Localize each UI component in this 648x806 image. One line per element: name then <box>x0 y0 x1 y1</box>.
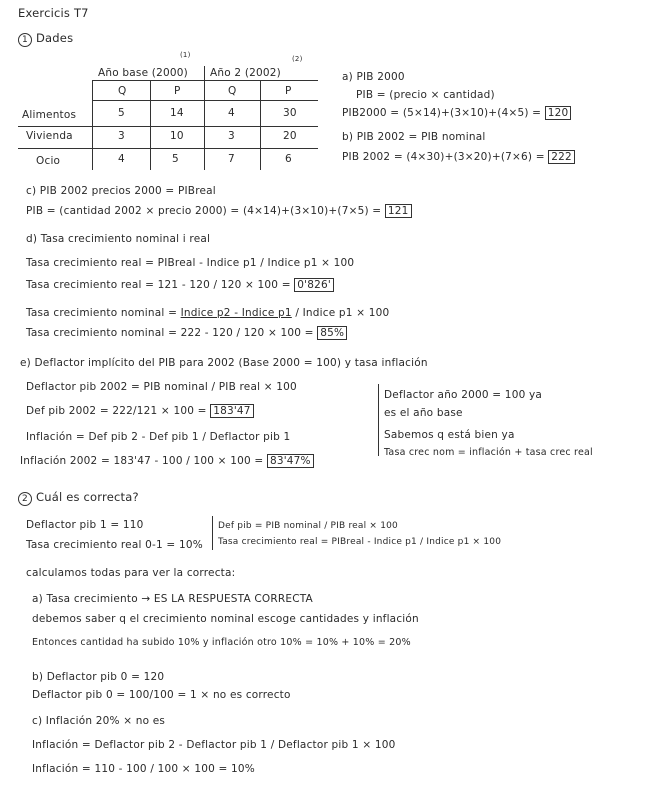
part-d-real-calc-text: Tasa crecimiento real = 121 - 120 / 120 × 100 = <box>26 279 291 291</box>
question-1-label: Dades <box>36 31 74 45</box>
part-e-calc-result: 183'47 <box>210 404 254 418</box>
cell: 4 <box>118 153 125 165</box>
year-header-base: Año base (2000) <box>98 67 188 79</box>
col-header-q-2: Q <box>228 85 237 97</box>
col-header-p-base: P <box>174 85 181 97</box>
question-2-number: 2 <box>18 492 32 506</box>
note-line-4: Tasa crec nom = inflación + tasa crec real <box>384 447 593 458</box>
q2-c-line-2: Inflación = Deflactor pib 2 - Deflactor pib 1 / Deflactor pib 1 × 100 <box>32 739 396 751</box>
part-c-title: c) PIB 2002 precios 2000 = PIBreal <box>26 185 216 197</box>
q2-side-formula-2: Tasa crecimiento real = PIBreal - Indice p1 / Indice p1 × 100 <box>218 537 502 547</box>
cell: 5 <box>118 107 125 119</box>
row-label-alimentos: Alimentos <box>22 109 77 121</box>
year-header-2: Año 2 (2002) <box>210 67 281 79</box>
part-e-formula: Deflactor pib 2002 = PIB nominal / PIB real × 100 <box>26 381 297 393</box>
part-d-nominal-result: 85% <box>317 326 347 340</box>
question-2-label: Cuál es correcta? <box>36 490 139 504</box>
cell: 5 <box>172 153 179 165</box>
question-1-number: 1 <box>18 33 32 47</box>
part-a-formula: PIB = (precio × cantidad) <box>356 89 495 101</box>
note-line-3: Sabemos q está bien ya <box>384 429 515 441</box>
part-e-inflation-calc-text: Inflación 2002 = 183'47 - 100 / 100 × 100 = <box>20 455 264 467</box>
cell: 3 <box>228 130 235 142</box>
cell: 7 <box>228 153 235 165</box>
q2-b-line-2: Deflactor pib 0 = 100/100 = 1 × no es correcto <box>32 689 291 701</box>
row-label-ocio: Ocio <box>36 155 61 167</box>
q2-a-line-3: Entonces cantidad ha subido 10% y inflación otro 10% = 10% + 10% = 20% <box>32 637 411 648</box>
part-e-title: e) Deflactor implícito del PIB para 2002 (Base 2000 = 100) y tasa inflación <box>20 357 428 369</box>
superscript-2: (2) <box>292 55 303 63</box>
part-d-nominal-calc <box>26 328 347 339</box>
question-1-header <box>18 33 73 47</box>
part-c-result: 121 <box>385 204 412 218</box>
part-b-title: b) PIB 2002 = PIB nominal <box>342 131 486 143</box>
part-e-inflation-calc <box>20 456 314 467</box>
q2-intro: calculamos todas para ver la correcta: <box>26 567 236 579</box>
part-d-nominal-formula-num: Indice p2 - Indice p1 <box>180 307 292 319</box>
part-d-real-calc <box>26 280 334 291</box>
question-2-header <box>18 492 139 506</box>
part-d-nominal-formula-pre: Tasa crecimiento nominal = <box>26 307 178 319</box>
superscript-1: (1) <box>180 51 191 59</box>
cell: 30 <box>283 107 297 119</box>
cell: 10 <box>170 130 184 142</box>
part-a-calc-text: PIB2000 = (5×14)+(3×10)+(4×5) = <box>342 107 542 119</box>
part-e-calc <box>26 406 254 417</box>
part-b-result: 222 <box>548 150 575 164</box>
cell: 4 <box>228 107 235 119</box>
part-e-inflation-formula: Inflación = Def pib 2 - Def pib 1 / Deflactor pib 1 <box>26 431 291 443</box>
cell: 14 <box>170 107 184 119</box>
cell: 3 <box>118 130 125 142</box>
row-label-vivienda: Vivienda <box>26 130 73 142</box>
q2-a-line-2: debemos saber q el crecimiento nominal escoge cantidades y inflación <box>32 613 419 625</box>
cell: 6 <box>285 153 292 165</box>
q2-c-line-1: c) Inflación 20% × no es <box>32 715 166 727</box>
q2-a-line-1: a) Tasa crecimiento → ES LA RESPUESTA CORRECTA <box>32 593 313 605</box>
page-title: Exercicis T7 <box>18 6 89 20</box>
note-line-2: es el año base <box>384 407 463 419</box>
part-e-calc-text: Def pib 2002 = 222/121 × 100 = <box>26 405 207 417</box>
part-a-title: a) PIB 2000 <box>342 71 405 83</box>
q2-given-1: Deflactor pib 1 = 110 <box>26 519 144 531</box>
q2-b-line-1: b) Deflactor pib 0 = 120 <box>32 671 165 683</box>
q2-side-formula-1: Def pib = PIB nominal / PIB real × 100 <box>218 521 398 531</box>
cell: 20 <box>283 130 297 142</box>
q2-given-2: Tasa crecimiento real 0-1 = 10% <box>26 539 203 551</box>
part-a-result: 120 <box>545 106 572 120</box>
part-b-calc <box>342 152 575 163</box>
part-d-real-formula: Tasa crecimiento real = PIBreal - Indice p1 / Indice p1 × 100 <box>26 257 355 269</box>
part-e-inflation-result: 83'47% <box>267 454 314 468</box>
q2-c-line-3: Inflación = 110 - 100 / 100 × 100 = 10% <box>32 763 255 775</box>
part-d-title: d) Tasa crecimiento nominal i real <box>26 233 211 245</box>
part-d-nominal-formula-post: / Indice p1 × 100 <box>295 307 390 319</box>
part-d-nominal-formula <box>26 308 389 319</box>
part-d-nominal-calc-text: Tasa crecimiento nominal = 222 - 120 / 120 × 100 = <box>26 327 314 339</box>
part-a-calc <box>342 108 571 119</box>
col-header-q-base: Q <box>118 85 127 97</box>
part-c-calc-text: PIB = (cantidad 2002 × precio 2000) = (4×14)+(3×10)+(7×5) = <box>26 205 382 217</box>
part-c-calc <box>26 206 412 217</box>
note-line-1: Deflactor año 2000 = 100 ya <box>384 389 543 401</box>
part-b-calc-text: PIB 2002 = (4×30)+(3×20)+(7×6) = <box>342 151 545 163</box>
part-d-real-result: 0'826' <box>294 278 334 292</box>
col-header-p-2: P <box>285 85 292 97</box>
